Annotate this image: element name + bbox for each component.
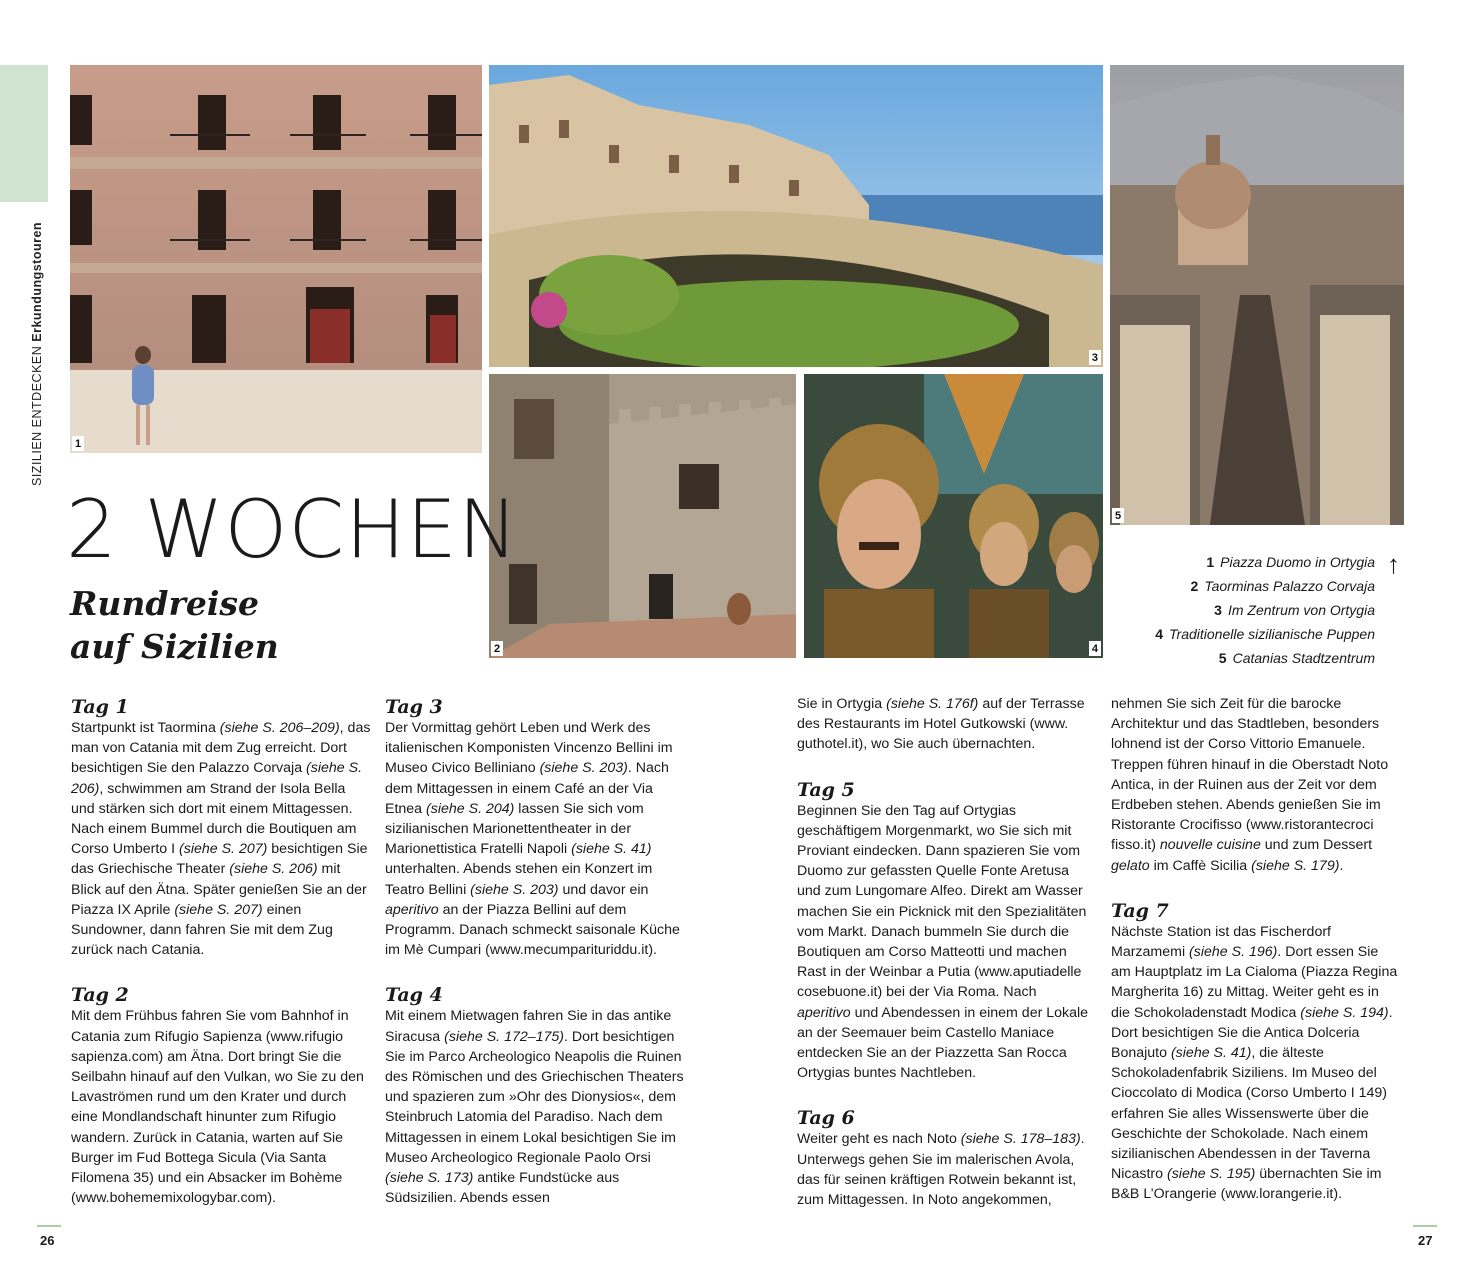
caption-item: 1 Piazza Duomo in Ortygia (1206, 554, 1375, 570)
caption-item: 2 Taorminas Palazzo Corvaja (1190, 578, 1375, 594)
photo-puppets (804, 374, 1103, 658)
day-heading: Tag 3 (385, 696, 443, 718)
subtitle-line2: auf Sizilien (70, 627, 279, 666)
text-column-2 (385, 696, 685, 1232)
caption-item: 3 Im Zentrum von Ortygia (1214, 602, 1375, 618)
photo-number: 5 (1112, 508, 1124, 523)
page-number-left: 26 (40, 1233, 55, 1248)
day-text: Sie in Ortygia (siehe S. 176f) auf der Terrasse des Restaurants im Hotel Gutkowski (www. guthotel.it), wo Sie auch übernachten. (797, 696, 1085, 753)
day-heading: Tag 7 (1111, 899, 1169, 922)
photo-palazzo-corvaja (489, 374, 796, 658)
text-column-1 (71, 696, 371, 1232)
section-label-light: SIZILIEN ENTDECKEN (30, 345, 44, 486)
page-title: 2 WOCHEN (66, 483, 519, 576)
page-number-right: 27 (1418, 1233, 1433, 1248)
day-text: Mit einem Mietwagen fahren Sie in das antike Siracusa (siehe S. 172–175). Dort besichtigen Sie im Parco Archeologico Neapolis die Ruinen des Römischen und des Griechischen Theaters und spazieren zum »Ohr des Dionysios«, dem Steinbruch Latomia del Paradiso. Nach dem Mittagessen in einem Lokal besichtigen Sie im Museo Archeologico Regionale Paolo Orsi (siehe S. 173) antike Fundstücke aus Südsizilien. Abends essen (385, 1008, 684, 1207)
photo-ortygia (489, 65, 1103, 367)
section-label (30, 222, 44, 486)
day-text: Startpunkt ist Taormina (siehe S. 206–209), das man von Catania mit dem Zug erreicht. Dort besichtigen Sie den Palazzo Corvaja (siehe S. 206), schwimmen am Strand der Isola Bella und stärken sich dort mit einem Mittagessen. Nach einem Bummel durch die Boutiquen am Corso Umberto I (siehe S. 207) besichtigen Sie das Griechische Theater (siehe S. 206) mit Blick auf den Ätna. Später genießen Sie an der Piazza IX Aprile (siehe S. 207) einen Sundowner, dann fahren Sie mit dem Zug zurück nach Catania. (71, 720, 371, 959)
subtitle-line1: Rundreise (70, 584, 259, 623)
text-column-4 (1111, 694, 1401, 1229)
day-text: Mit dem Frühbus fahren Sie vom Bahnhof in Catania zum Rifugio Sapienza (www.rifugio sapienza.com) am Ätna. Dort bringt Sie die Seilbahn hinauf auf den Vulkan, wo Sie zu den Lavaströmen rund um den Krater und durch eine Mondlandschaft hinunter zum Rifugio wandern. Zurück in Catania, warten auf Sie Burger im Fud Bottega Sicula (Via Santa Filomena 35) und ein Absacker im Bohème (www.bohememixologybar.com). (71, 1008, 364, 1207)
day-text: Weiter geht es nach Noto (siehe S. 178–183). Unterwegs gehen Sie im malerischen Avola, das für seinen kräftigen Rotwein bekannt ist, zum Mittagessen. In Noto angekommen, (797, 1131, 1085, 1209)
day-heading: Tag 5 (797, 778, 855, 801)
page-line-right (1413, 1225, 1437, 1227)
day-text: Beginnen Sie den Tag auf Ortygias geschäftigem Morgenmarkt, wo Sie sich mit Proviant eindecken. Dann spazieren Sie vom Duomo zur gefassten Quelle Fonte Aretusa und zum Lungomare Alfeo. Direkt am Wasser machen Sie ein Picknick mit den Spezialitäten vom Markt. Danach bummeln Sie durch die Boutiquen am Corso Matteotti und machen Rast in der Weinbar a Putia (www.aputiadelle cosebuone.it) bei der Via Roma. Nach aperitivo und Abendessen in einem der Lokale an der Seemauer beim Castello Maniace entdecken Sie an der Piazzetta San Rocca Ortygias buntes Nachtleben. (797, 802, 1089, 1082)
photo-catania (1110, 65, 1404, 525)
section-label-bold: Erkundungstouren (30, 221, 44, 342)
day-heading: Tag 4 (385, 984, 443, 1007)
page-line-left (37, 1225, 61, 1227)
caption-item: 5 Catanias Stadtzentrum (1218, 650, 1375, 666)
photo-number: 4 (1089, 641, 1101, 656)
day-text: nehmen Sie sich Zeit für die barocke Architektur und das Stadtleben, besonders lohnend ist der Corso Vittorio Emanuele. Treppen führen hinauf in die Oberstadt Noto Antica, in der Ruinen aus der Zeit vor dem Erdbeben stehen. Abends genießen Sie im Ristorante Crocifisso (www.ristorantecroci fisso.it) nouvelle cuisine und zum Dessert gelato im Caffè Sicilia (siehe S. 179). (1111, 696, 1389, 874)
day-text: Nächste Station ist das Fischerdorf Marzamemi (siehe S. 196). Dort essen Sie am Hauptplatz im La Cialoma (Piazza Regina Margherita 16) zu Mittag. Weiter geht es in die Schokoladenstadt Modica (siehe S. 194). Dort besichtigen Sie die Antica Dolceria Bonajuto (siehe S. 41), die älteste Schokoladenfabrik Siziliens. Im Museo del Cioccolato di Modica (Corso Umberto I 149) erfahren Sie alles Wissenswerte über die Geschichte der Schokolade. Nach einem sizilianischen Abendessen in der Taverna Nicastro (siehe S. 195) übernachten Sie im B&B L’Orangerie (www.lorangerie.it). (1111, 923, 1398, 1203)
photo-number: 2 (491, 641, 503, 656)
text-column-3 (797, 694, 1092, 1234)
day-text: Der Vormittag gehört Leben und Werk des italienischen Komponisten Vincenzo Bellini im Museo Civico Belliniano (siehe S. 203). Nach dem Mittagessen in einem Café an der Via Etnea (siehe S. 204) lassen Sie sich vom sizilianischen Marionettentheater in der Marionettistica Fratelli Napoli (siehe S. 41) unterhalten. Abends stehen ein Konzert im Teatro Bellini (siehe S. 203) und davor ein aperitivo an der Piazza Bellini auf dem Programm. Danach schmeckt saisonale Küche im Mè Cumpari (www.mecumparituriddu.it). (385, 720, 680, 959)
photo-piazza-duomo (70, 65, 482, 453)
up-arrow-icon: ↑ (1387, 549, 1400, 579)
photo-number: 1 (72, 436, 84, 451)
section-tab (0, 65, 48, 202)
caption-list (1155, 550, 1375, 670)
page-subtitle (70, 582, 279, 668)
day-heading: Tag 6 (797, 1107, 855, 1130)
caption-item: 4 Traditionelle sizilianische Puppen (1155, 626, 1375, 642)
day-heading: Tag 2 (71, 984, 129, 1007)
photo-number: 3 (1089, 350, 1101, 365)
day-heading: Tag 1 (71, 696, 129, 718)
